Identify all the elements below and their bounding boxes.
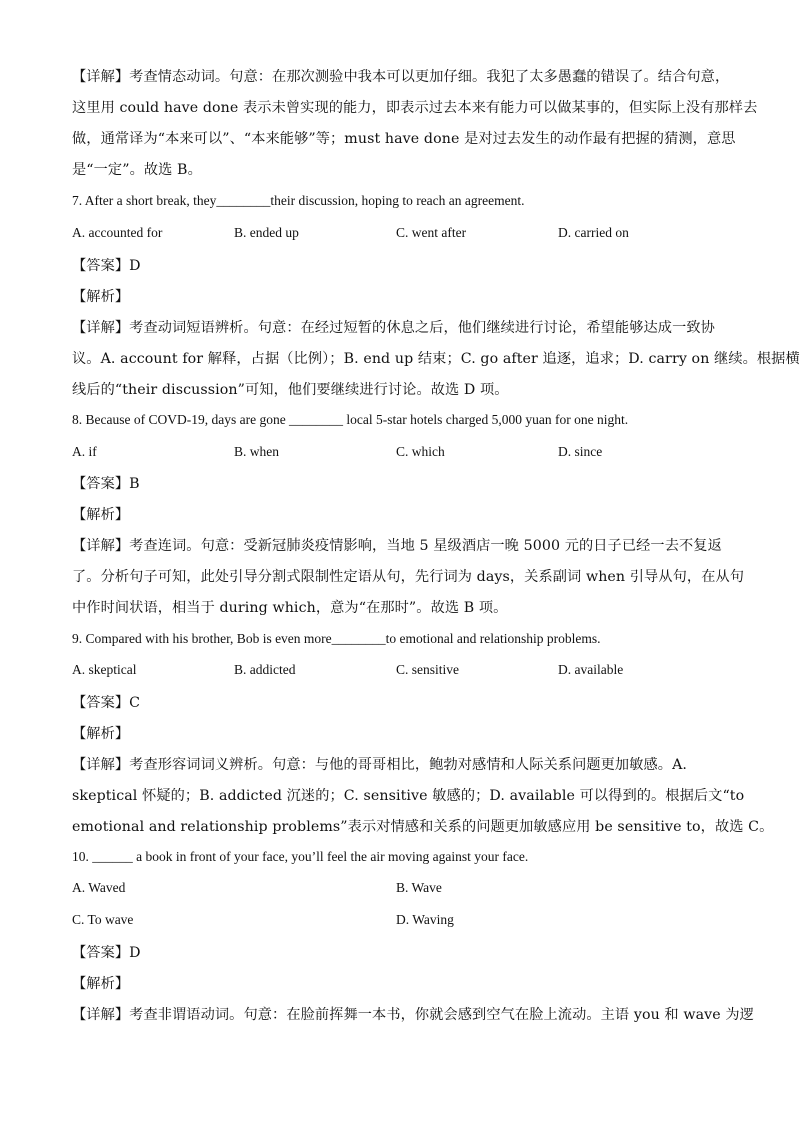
- q8-option-c: C. which: [396, 444, 445, 459]
- q10-option-b: B. Wave: [396, 880, 442, 895]
- q10-option-c: C. To wave: [72, 912, 134, 927]
- q9-option-c: C. sensitive: [396, 662, 459, 677]
- explanation-line: 议。A. account for 解释，占据（比例）；B. end up 结束；C. go after 追逐，追求；D. carry on 继续。根据横: [72, 351, 800, 367]
- answer-label: 【答案】C: [72, 695, 141, 711]
- question-8: 8. Because of COVD-19, days are gone ________ local 5-star hotels charged 5,000 yuan for one night.: [72, 412, 629, 427]
- question-7: 7. After a short break, they________their discussion, hoping to reach an agreement.: [72, 193, 525, 208]
- analysis-label: 【解析】: [72, 726, 130, 742]
- q7-option-b: B. ended up: [234, 225, 299, 240]
- explanation-line: 【详解】考查动词短语辨析。句意：在经过短暂的休息之后，他们继续进行讨论，希望能够达成一致协: [72, 320, 715, 336]
- explanation-line: 【详解】考查连词。句意：受新冠肺炎疫情影响，当地 5 星级酒店一晚 5000 元的日子已经一去不复返: [72, 538, 722, 554]
- q9-option-d: D. available: [558, 662, 624, 677]
- q10-option-a: A. Waved: [72, 880, 126, 895]
- explanation-line: 【详解】考查情态动词。句意：在那次测验中我本可以更加仔细。我犯了太多愚蠢的错误了。结合句意，: [72, 69, 730, 85]
- explanation-line: 做，通常译为“本来可以”、“本来能够”等；must have done 是对过去发生的动作最有把握的猜测，意思: [72, 131, 736, 147]
- q8-option-b: B. when: [234, 444, 279, 459]
- analysis-label: 【解析】: [72, 507, 130, 523]
- q9-option-b: B. addicted: [234, 662, 296, 677]
- q10-option-d: D. Waving: [396, 912, 454, 927]
- answer-label: 【答案】D: [72, 945, 141, 961]
- explanation-line: emotional and relationship problems”表示对情感和关系的问题更加敏感应用 be sensitive to，故选 C。: [72, 819, 774, 835]
- analysis-label: 【解析】: [72, 976, 130, 992]
- explanation-line: 这里用 could have done 表示未曾实现的能力，即表示过去本来有能力可以做某事的，但实际上没有那样去: [72, 100, 758, 116]
- q8-option-a: A. if: [72, 444, 97, 459]
- answer-label: 【答案】D: [72, 258, 141, 274]
- explanation-line: 线后的“their discussion”可知，他们要继续进行讨论。故选 D 项。: [72, 382, 509, 398]
- answer-label: 【答案】B: [72, 476, 140, 492]
- q7-option-d: D. carried on: [558, 225, 629, 240]
- q8-option-d: D. since: [558, 444, 603, 459]
- question-10: 10. ______ a book in front of your face, you’ll feel the air moving against your face.: [72, 849, 529, 864]
- explanation-line: 【详解】考查形容词词义辨析。句意：与他的哥哥相比，鲍勃对感情和人际关系问题更加敏感。A.: [72, 757, 688, 773]
- explanation-line: 了。分析句子可知，此处引导分割式限制性定语从句，先行词为 days，关系副词 when 引导从句，在从句: [72, 569, 745, 585]
- question-9: 9. Compared with his brother, Bob is even more________to emotional and relationship problems.: [72, 631, 601, 646]
- q9-option-a: A. skeptical: [72, 662, 137, 677]
- q7-option-c: C. went after: [396, 225, 467, 240]
- explanation-line: 中作时间状语，相当于 during which，意为“在那时”。故选 B 项。: [72, 600, 508, 616]
- analysis-label: 【解析】: [72, 289, 130, 305]
- q7-option-a: A. accounted for: [72, 225, 163, 240]
- explanation-line: 【详解】考查非谓语动词。句意：在脸前挥舞一本书，你就会感到空气在脸上流动。主语 you 和 wave 为逻: [72, 1007, 754, 1023]
- explanation-line: 是“一定”。故选 B。: [72, 162, 202, 178]
- explanation-line: skeptical 怀疑的；B. addicted 沉迷的；C. sensitive 敏感的；D. available 可以得到的。根据后文“to: [72, 788, 745, 804]
